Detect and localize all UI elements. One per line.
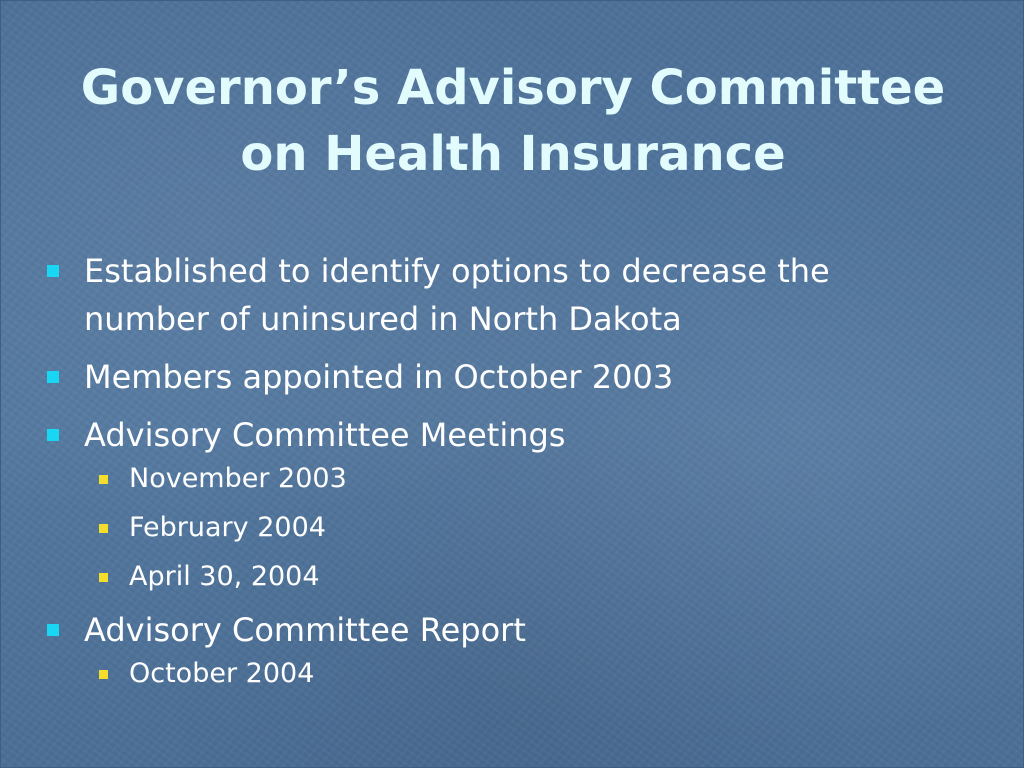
bullet-list [1, 247, 1024, 693]
square-bullet-icon [47, 371, 59, 383]
bullet-text: Established to identify options to decrease the number of uninsured in North Dakota [84, 252, 830, 338]
bullet-item [1, 606, 1024, 654]
sub-bullet-item [1, 655, 1024, 693]
square-bullet-icon [47, 624, 59, 636]
sub-bullet-item [1, 460, 1024, 498]
sub-bullet-text: October 2004 [129, 658, 315, 689]
bullet-text: Advisory Committee Meetings [84, 416, 566, 454]
sub-bullet-text: April 30, 2004 [129, 561, 320, 592]
bullet-item [1, 353, 1024, 401]
bullet-text: Members appointed in October 2003 [84, 358, 674, 396]
bullet-item [1, 411, 1024, 459]
square-sub-bullet-icon [99, 670, 108, 679]
slide-title-line-2: on Health Insurance [240, 126, 786, 182]
square-sub-bullet-icon [99, 475, 108, 484]
square-bullet-icon [47, 429, 59, 441]
slide-title-line-1: Governor’s Advisory Committee [80, 60, 946, 116]
sub-bullet-item [1, 509, 1024, 547]
bullet-item [1, 247, 1024, 343]
sub-bullet-text: November 2003 [129, 463, 347, 494]
sub-bullet-text: February 2004 [129, 512, 326, 543]
slide-title [1, 55, 1024, 187]
bullet-text: Advisory Committee Report [84, 611, 526, 649]
square-sub-bullet-icon [99, 573, 108, 582]
sub-bullet-item [1, 558, 1024, 596]
square-sub-bullet-icon [99, 524, 108, 533]
square-bullet-icon [47, 265, 59, 277]
